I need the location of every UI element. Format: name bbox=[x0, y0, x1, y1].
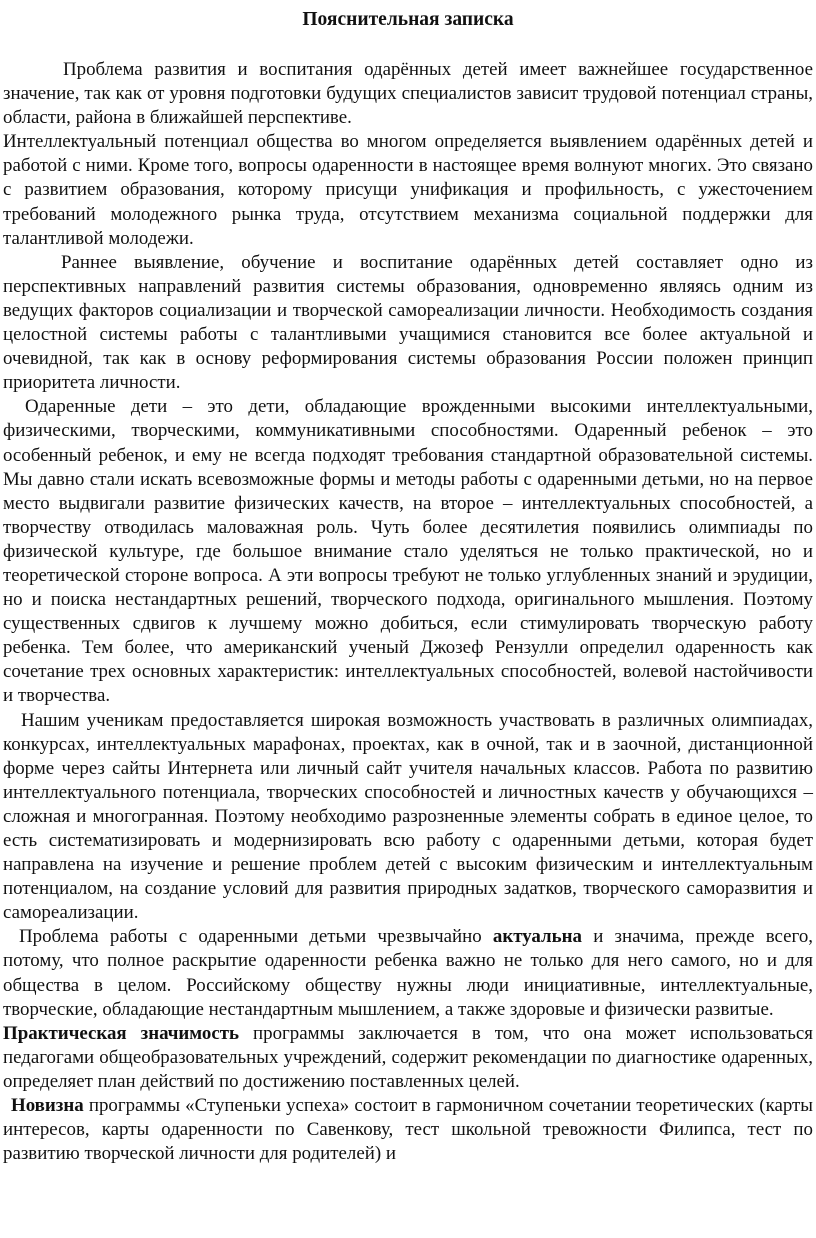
novelty-bold-term: Новизна bbox=[11, 1095, 84, 1117]
paragraph-intellectual-potential: Интеллектуальный потенциал общества во многом определяется выявлением одарённых детей и работой с ними. Кроме того, вопросы одаренности в настоящее время волнуют многих. Это связано с развитием образования, которому присущи унификация и профильность, с ужесточением требований молодежного рынка труда, отсутствием механизма социальной поддержки для талантливой молодежи. bbox=[3, 131, 813, 249]
relevance-text-after: и значима, прежде всего, потому, что полное раскрытие одаренности ребенка важно не только для него самого, но и для общества в целом. Российскому обществу нужны люди инициативные, интеллектуальные, творческие, обладающие нестандартным мышлением, а также здоровые и физически развитые. bbox=[3, 926, 813, 1020]
document-title: Пояснительная записка bbox=[302, 9, 514, 30]
novelty-text: программы «Ступеньки успеха» состоит в гармоничном сочетании теоретических (карты интересов, карты одаренности по Савенкову, тест школьной тревожности Филипса, тест по развитию творческой личности для родителей) и bbox=[3, 1095, 813, 1165]
paragraph-practical-significance bbox=[3, 1022, 813, 1094]
paragraph-gifted-children-definition: Одаренные дети – это дети, обладающие врожденными высокими интеллектуальными, физическими, творческими, коммуникативными способностями. Одаренный ребенок – это особенный ребенок, и ему не всегда подходят требования стандартной образовательной системы. Мы давно стали искать всевозможные формы и методы работы с одаренными детьми, но на первое место выдвигали развитие физических качеств, на второе – интеллектуальных способностей, а творчеству отводилась маловажная роль. Чуть более десятилетия появились олимпиады по физической культуре, где большое внимание стало уделяться не только практической, но и теоретической стороне вопроса. А эти вопросы требуют не только углубленных знаний и эрудиции, но и поиска нестандартных решений, творческого подхода, оригинального мышления. Поэтому существенных сдвигов к лучшему можно добиться, если стимулировать творческую работу ребенка. Тем более, что американский ученый Джозеф Рензулли определил одаренность как сочетание трех основных характеристик: интеллектуальных способностей, волевой настойчивости и творчества. bbox=[3, 396, 813, 707]
relevance-text-before: Проблема работы с одаренными детьми чрезвычайно bbox=[19, 926, 493, 948]
practical-significance-text: программы заключается в том, что она может использоваться педагогами общеобразовательных учреждений, содержит рекомендации по диагностике одаренных, определяет план действий по достижению поставленных целей. bbox=[3, 1022, 813, 1092]
paragraph-relevance bbox=[3, 925, 813, 1021]
practical-significance-bold-term: Практическая значимость bbox=[3, 1022, 240, 1044]
relevance-bold-term: актуальна bbox=[492, 926, 582, 948]
paragraph-student-opportunities: Нашим ученикам предоставляется широкая возможность участвовать в различных олимпиадах, конкурсах, интеллектуальных марафонах, проектах, как в очной, так и в заочной, дистанционной форме через сайты Интернета или личный сайт учителя начальных классов. Работа по развитию интеллектуального потенциала, творческих способностей и личностных качеств у обучающихся – сложная и многогранная. Поэтому необходимо разрозненные элементы собрать в единое целое, то есть систематизировать и модернизировать всю работу с одаренными детьми, которая будет направлена на изучение и решение проблем детей с высоким физическим и интеллектуальным потенциалом, на создание условий для развития природных задатков, творческого саморазвития и самореализации. bbox=[3, 709, 813, 924]
paragraph-novelty bbox=[3, 1094, 813, 1166]
paragraph-problem-importance: Проблема развития и воспитания одарённых детей имеет важнейшее государственное значение, так как от уровня подготовки будущих специалистов зависит трудовой потенциал страны, области, района в ближайшей перспективе. bbox=[3, 59, 813, 129]
paragraph-early-identification: Раннее выявление, обучение и воспитание одарённых детей составляет одно из перспективных направлений развития системы образования, одновременно являясь одним из ведущих факторов социализации и творческой самореализации личности. Необходимость создания целостной системы работы с талантливыми учащимися становится все более актуальной и очевидной, так как в основу реформирования системы образования России положен принцип приоритета личности. bbox=[3, 251, 813, 394]
